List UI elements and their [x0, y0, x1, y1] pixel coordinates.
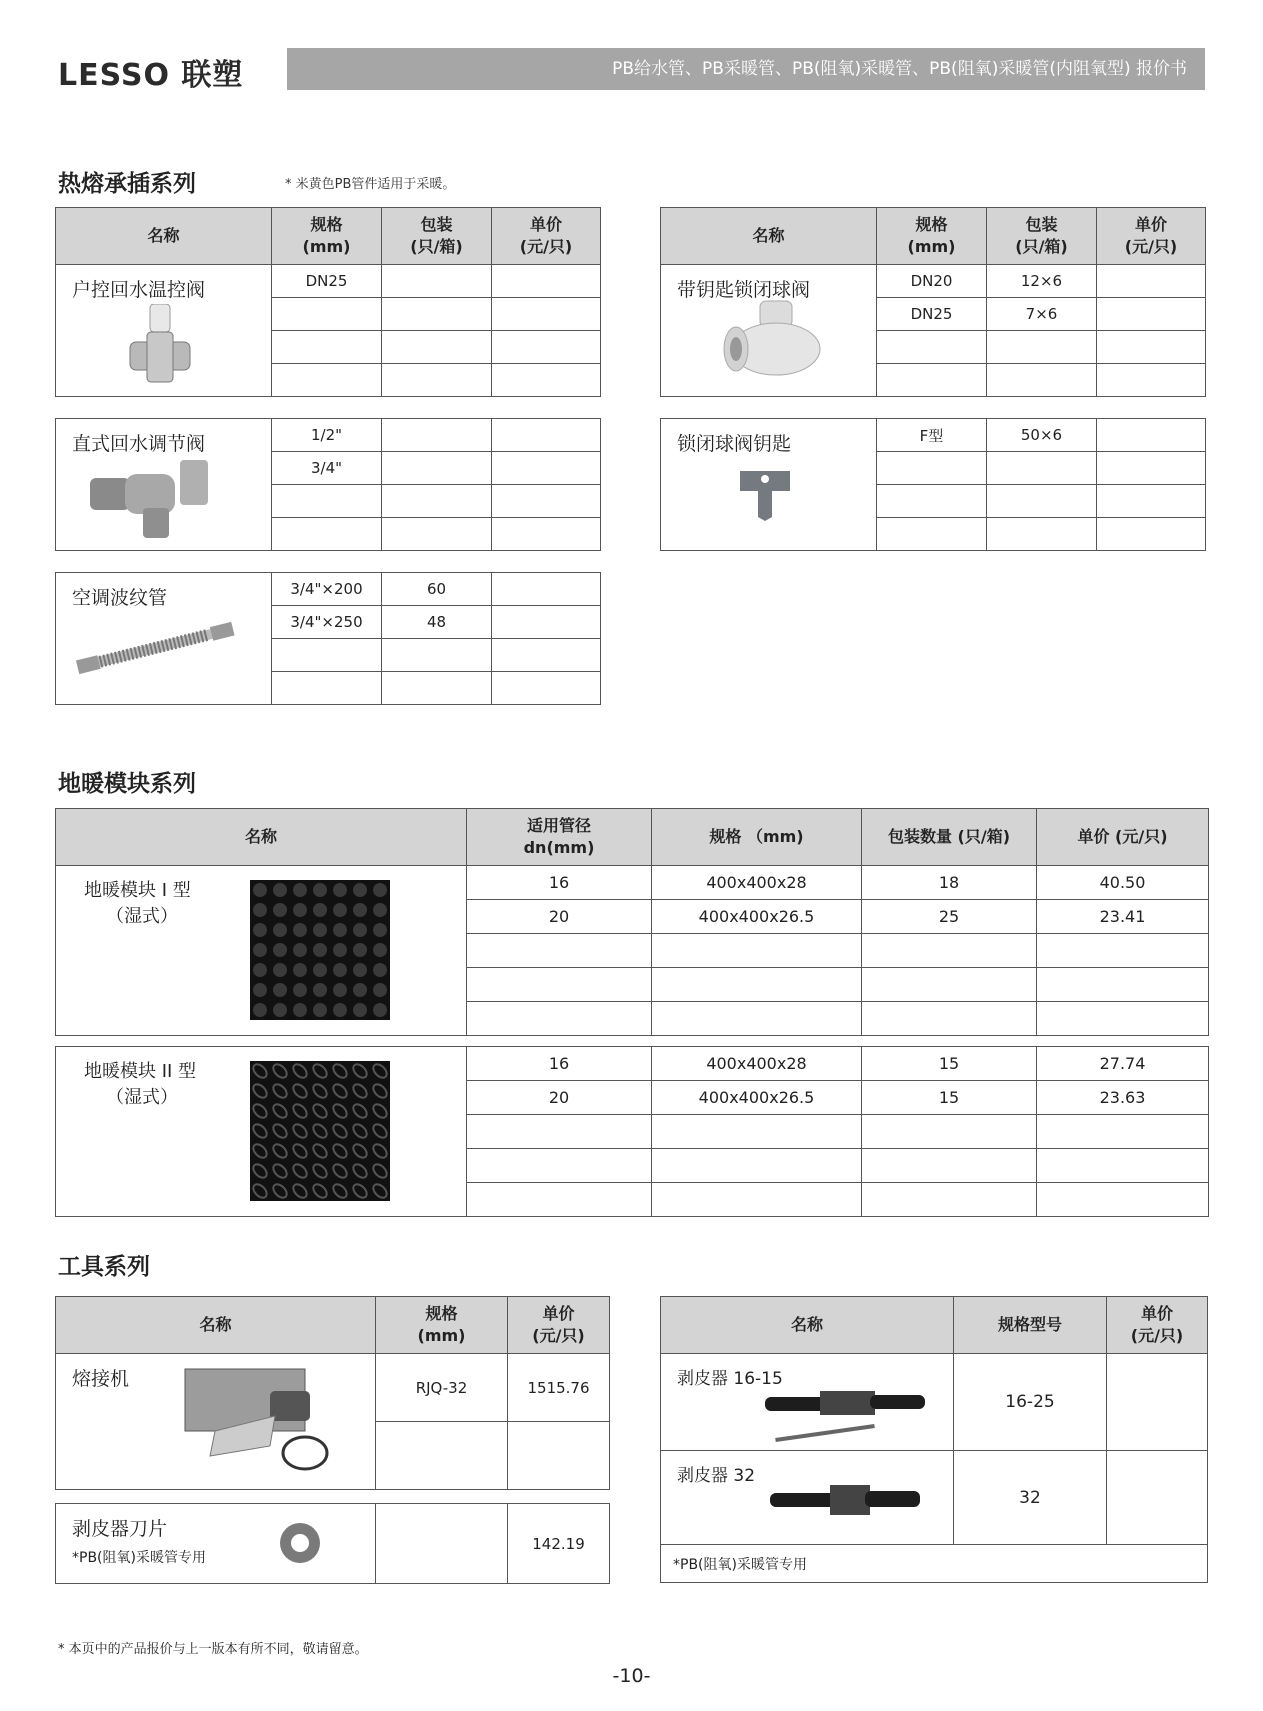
- spec-cell: [272, 518, 382, 551]
- footnote: * 本页中的产品报价与上一版本有所不同，敬请留意。: [58, 1642, 368, 1657]
- spec-cell: [652, 1002, 862, 1036]
- header-dn: 适用管径 dn(mm): [467, 809, 652, 866]
- product-name-label: 户控回水温控阀: [72, 279, 206, 301]
- pack-cell: [987, 518, 1097, 551]
- spec-cell: [376, 1504, 508, 1584]
- pack-cell: 60: [382, 573, 492, 606]
- price-cell: [1097, 485, 1206, 518]
- header-name: 名称: [56, 208, 272, 265]
- spec-cell: DN20: [877, 265, 987, 298]
- stripper-16-25-image: [760, 1383, 930, 1467]
- price-cell: [492, 298, 601, 331]
- price-cell: [1037, 1115, 1209, 1149]
- price-cell: [1097, 452, 1206, 485]
- pack-cell: [862, 1002, 1037, 1036]
- spec-cell: F型: [877, 419, 987, 452]
- table-row: [661, 265, 1206, 298]
- pack-cell: [382, 419, 492, 452]
- lesso-logo: LESSO 联塑: [58, 58, 244, 93]
- price-cell: [508, 1422, 610, 1490]
- thermostatic-valve-image: [125, 304, 195, 393]
- price-cell: [1097, 419, 1206, 452]
- spec-cell: [877, 485, 987, 518]
- pack-cell: [987, 364, 1097, 397]
- angle-valve-image: [85, 458, 215, 547]
- pack-cell: [382, 518, 492, 551]
- table-row: [661, 419, 1206, 452]
- section1-title: 热熔承插系列: [58, 171, 196, 197]
- pack-cell: [987, 452, 1097, 485]
- header-spec: 规格 (mm): [272, 208, 382, 265]
- header-price: 单价 (元/只): [1107, 1297, 1208, 1354]
- price-cell: [1037, 934, 1209, 968]
- spec-cell: 400x400x26.5: [652, 1081, 862, 1115]
- header-spec: 规格 （mm): [652, 809, 862, 866]
- dn-cell: [467, 1183, 652, 1217]
- tool-name-label: 熔接机: [72, 1368, 130, 1390]
- header-price: 单价 (元/只): [1037, 809, 1209, 866]
- spec-cell: 3/4"×200: [272, 573, 382, 606]
- header-row: [56, 1297, 610, 1354]
- header-name: 名称: [56, 809, 467, 866]
- header-price: 单价 (元/只): [1097, 208, 1206, 265]
- dn-cell: 16: [467, 1047, 652, 1081]
- pack-cell: 25: [862, 900, 1037, 934]
- header-row: [661, 208, 1206, 265]
- welder-image: [175, 1361, 335, 1480]
- spec-cell: DN25: [877, 298, 987, 331]
- module-type-label: （湿式）: [106, 1087, 178, 1108]
- dn-cell: 20: [467, 900, 652, 934]
- pack-cell: [862, 1115, 1037, 1149]
- spec-cell: [652, 1149, 862, 1183]
- spec-cell: 3/4": [272, 452, 382, 485]
- pack-cell: [382, 331, 492, 364]
- spec-cell: [652, 1115, 862, 1149]
- spec-cell: RJQ-32: [376, 1354, 508, 1422]
- s1l-header-table: [55, 207, 601, 265]
- header-pack: 包装数量 (只/箱): [862, 809, 1037, 866]
- table-row: [661, 1354, 1208, 1451]
- pack-cell: [382, 364, 492, 397]
- dn-cell: [467, 1115, 652, 1149]
- spec-cell: [272, 485, 382, 518]
- header-row: [56, 208, 601, 265]
- spec-cell: 400x400x28: [652, 1047, 862, 1081]
- product-name-label: 锁闭球阀钥匙: [677, 433, 792, 455]
- s3-tool-table: [55, 1503, 610, 1584]
- price-cell: [1107, 1451, 1208, 1545]
- table-row: [661, 1451, 1208, 1545]
- header-row: [661, 1297, 1208, 1354]
- price-cell: [492, 419, 601, 452]
- price-cell: [492, 672, 601, 705]
- price-cell: [492, 331, 601, 364]
- pack-cell: [382, 298, 492, 331]
- section2-title: 地暖模块系列: [58, 771, 196, 797]
- price-cell: [492, 573, 601, 606]
- spec-cell: [376, 1422, 508, 1490]
- tool-name-label: 剥皮器 16-15: [677, 1369, 783, 1389]
- s1r-header-table: [660, 207, 1206, 265]
- pack-cell: [987, 485, 1097, 518]
- table-row: [56, 419, 601, 452]
- tool-name-label: 剥皮器刀片: [72, 1518, 168, 1540]
- module-type-label: （湿式）: [106, 906, 178, 927]
- table-row: [56, 866, 1209, 900]
- header-spec: 规格 (mm): [376, 1297, 508, 1354]
- header-name: 名称: [661, 208, 877, 265]
- table-row: [56, 265, 601, 298]
- spec-cell: [272, 639, 382, 672]
- pack-cell: [862, 968, 1037, 1002]
- spec-cell: [272, 364, 382, 397]
- price-cell: 23.41: [1037, 900, 1209, 934]
- spec-cell: 400x400x28: [652, 866, 862, 900]
- tool-note: *PB(阻氧)采暖管专用: [72, 1550, 206, 1566]
- spec-cell: [272, 672, 382, 705]
- price-cell: [1097, 518, 1206, 551]
- corrugated-hose-image: [75, 617, 235, 681]
- pack-cell: [382, 672, 492, 705]
- spec-cell: [272, 331, 382, 364]
- s3-right-table: [660, 1296, 1208, 1583]
- header-pack: 包装 (只/箱): [987, 208, 1097, 265]
- price-cell: [1097, 298, 1206, 331]
- pack-cell: [382, 265, 492, 298]
- pack-cell: [862, 934, 1037, 968]
- spec-cell: 1/2": [272, 419, 382, 452]
- table-row: [56, 573, 601, 606]
- dn-cell: 16: [467, 866, 652, 900]
- s2-item-table: [55, 1046, 1209, 1217]
- tool-note: *PB(阻氧)采暖管专用: [661, 1545, 1208, 1583]
- price-cell: 142.19: [508, 1504, 610, 1584]
- spec-cell: [652, 934, 862, 968]
- note-row: [661, 1545, 1208, 1583]
- pack-cell: 15: [862, 1047, 1037, 1081]
- s2-header-table: [55, 808, 1209, 866]
- dn-cell: [467, 968, 652, 1002]
- price-cell: 23.63: [1037, 1081, 1209, 1115]
- module-name-label: 地暖模块 II 型: [84, 1061, 197, 1082]
- pack-cell: [382, 485, 492, 518]
- header-price: 单价 (元/只): [492, 208, 601, 265]
- price-cell: [492, 452, 601, 485]
- spec-cell: [877, 331, 987, 364]
- section1-note: * 米黄色PB管件适用于采暖。: [285, 177, 456, 192]
- valve-key-image: [735, 463, 795, 527]
- price-cell: [1037, 1002, 1209, 1036]
- header-spec: 规格 (mm): [877, 208, 987, 265]
- price-cell: [492, 485, 601, 518]
- price-cell: 40.50: [1037, 866, 1209, 900]
- page-number: -10-: [612, 1665, 651, 1687]
- header-name: 名称: [56, 1297, 376, 1354]
- ball-valve-image: [720, 299, 830, 393]
- price-cell: [1107, 1354, 1208, 1451]
- section3-title: 工具系列: [58, 1254, 150, 1280]
- floor-module-image: [250, 1061, 390, 1205]
- pack-cell: [862, 1149, 1037, 1183]
- table-row: [56, 1504, 610, 1584]
- pack-cell: [382, 452, 492, 485]
- price-cell: [492, 265, 601, 298]
- model-cell: 16-25: [954, 1354, 1107, 1451]
- spec-cell: [877, 364, 987, 397]
- spec-cell: [652, 1183, 862, 1217]
- price-cell: [492, 606, 601, 639]
- product-name-label: 空调波纹管: [72, 587, 168, 609]
- price-cell: [1097, 364, 1206, 397]
- header-price: 单价 (元/只): [508, 1297, 610, 1354]
- s2-item-table: [55, 865, 1209, 1036]
- dn-cell: [467, 934, 652, 968]
- dn-cell: 20: [467, 1081, 652, 1115]
- price-cell: [1037, 1183, 1209, 1217]
- header-name: 名称: [661, 1297, 954, 1354]
- pack-cell: [987, 331, 1097, 364]
- spec-cell: [652, 968, 862, 1002]
- price-cell: 27.74: [1037, 1047, 1209, 1081]
- header-row: [56, 809, 1209, 866]
- price-cell: [492, 518, 601, 551]
- dn-cell: [467, 1149, 652, 1183]
- pack-cell: [862, 1183, 1037, 1217]
- pack-cell: 48: [382, 606, 492, 639]
- stripper-blade-image: [275, 1518, 325, 1572]
- pack-cell: [382, 639, 492, 672]
- stripper-32-image: [765, 1475, 925, 1539]
- pack-cell: 50×6: [987, 419, 1097, 452]
- spec-cell: DN25: [272, 265, 382, 298]
- pack-cell: 12×6: [987, 265, 1097, 298]
- pack-cell: 18: [862, 866, 1037, 900]
- spec-cell: [272, 298, 382, 331]
- product-name-label: 带钥匙锁闭球阀: [677, 279, 811, 301]
- table-row: [56, 1047, 1209, 1081]
- header-model: 规格型号: [954, 1297, 1107, 1354]
- price-cell: [492, 364, 601, 397]
- tool-name: [56, 1504, 376, 1584]
- price-cell: [1097, 265, 1206, 298]
- product-name-label: 直式回水调节阀: [72, 433, 206, 455]
- floor-module-image: [250, 880, 390, 1024]
- dn-cell: [467, 1002, 652, 1036]
- pack-cell: 15: [862, 1081, 1037, 1115]
- s3-left-header-table: [55, 1296, 610, 1354]
- price-cell: [1037, 1149, 1209, 1183]
- price-cell: [492, 639, 601, 672]
- price-cell: [1037, 968, 1209, 1002]
- header-pack: 包装 (只/箱): [382, 208, 492, 265]
- spec-cell: 400x400x26.5: [652, 900, 862, 934]
- spec-cell: [877, 518, 987, 551]
- pack-cell: 7×6: [987, 298, 1097, 331]
- price-cell: [1097, 331, 1206, 364]
- header-banner: PB给水管、PB采暖管、PB(阻氧)采暖管、PB(阻氧)采暖管(内阻氧型) 报价书: [287, 48, 1205, 90]
- module-name-label: 地暖模块 I 型: [84, 880, 191, 901]
- model-cell: 32: [954, 1451, 1107, 1545]
- spec-cell: 3/4"×250: [272, 606, 382, 639]
- spec-cell: [877, 452, 987, 485]
- price-cell: 1515.76: [508, 1354, 610, 1422]
- tool-name-label: 剥皮器 32: [677, 1466, 756, 1486]
